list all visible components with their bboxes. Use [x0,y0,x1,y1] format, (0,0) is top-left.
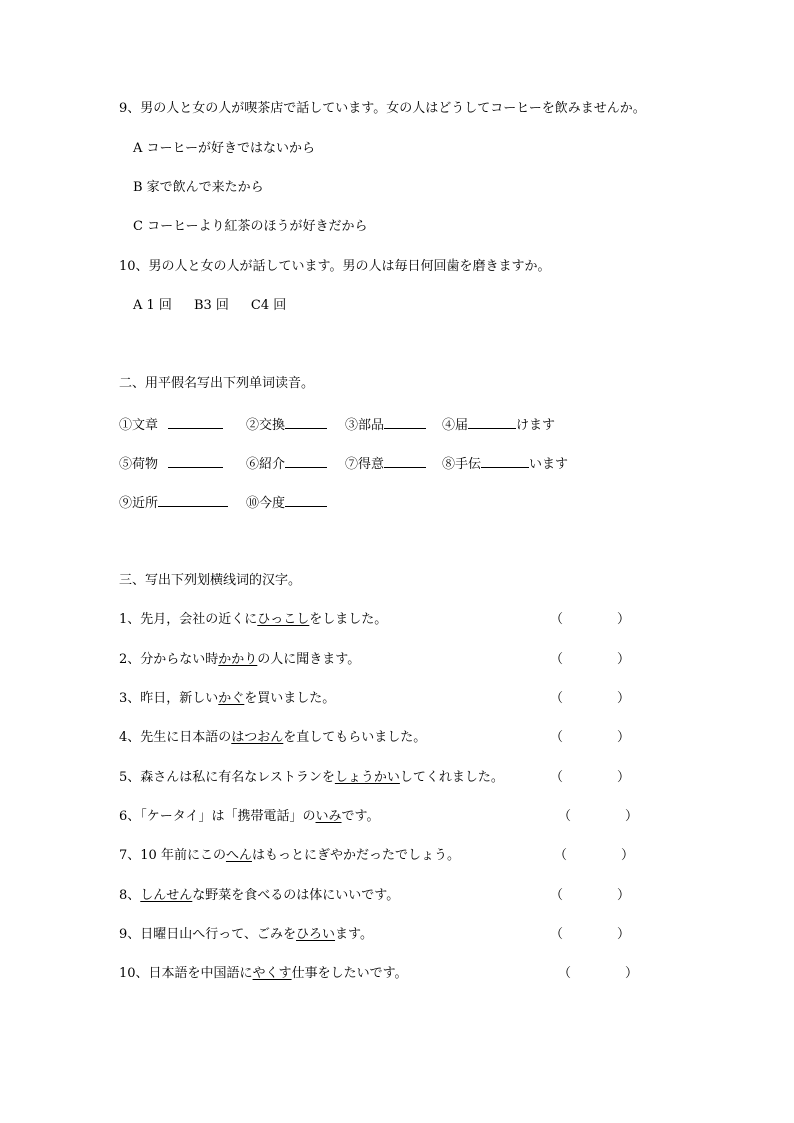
question-10-option-c: C4 回 [250,298,287,313]
answer-blank[interactable] [285,494,327,507]
reading-item: ①文章 [119,416,223,434]
answer-blank[interactable] [168,416,223,429]
kanji-question: 4、先生に日本語のはつおんを直してもらいました。 [119,730,427,745]
section-3-title: 三、写出下列划横线词的汉字。 [119,573,302,588]
question-10: 10、男の人と女の人が話しています。男の人は毎日何回歯を磨きますか。 [119,259,551,274]
kanji-question: 3、昨日，新しいかぐを買いました。 [119,691,336,706]
underlined-word: かかり [218,652,258,667]
answer-blank[interactable] [158,494,228,507]
answer-parentheses[interactable]: （ ） [550,888,631,903]
kanji-question: 2、分からない時かかりの人に聞きます。 [119,652,361,667]
underlined-word: ひっこし [257,612,310,627]
kanji-question: 9、日曜日山へ行って、ごみをひろいます。 [119,927,373,942]
question-10-options [133,298,308,314]
reading-item: ⑥紹介 [246,455,327,473]
underlined-word: へん [225,848,252,863]
answer-parentheses[interactable]: （ ） [558,809,639,824]
underlined-word: しょうかい [334,770,400,785]
reading-item: ⑦得意 [345,455,426,473]
kanji-question: 6、「ケータイ」は「携帯電話」のいみです。 [119,809,380,824]
reading-item: ⑧手伝 います [442,457,569,472]
kanji-question: 7、10 年前にこのへんはもっとにぎやかだったでしょう。 [119,848,460,863]
answer-parentheses[interactable]: （ ） [550,612,631,627]
reading-item: ③部品 [345,416,426,434]
answer-blank[interactable] [168,455,223,468]
underlined-word: はつおん [231,730,284,745]
answer-blank[interactable] [285,455,327,468]
reading-item: ⑤荷物 [119,455,223,473]
kanji-question: 5、森さんは私に有名なレストランをしょうかいしてくれました。 [119,770,504,785]
answer-blank[interactable] [384,416,426,429]
reading-item: ⑨近所 [119,494,228,512]
underlined-word: しんせん [140,888,193,903]
question-10-option-b: B3 回 [193,298,229,313]
question-9-option-c: C コーヒーより紅茶のほうが好きだから [133,219,368,234]
underlined-word: ひろい [296,927,336,942]
kanji-question: 10、日本語を中国語にやくす仕事をしたいです。 [119,966,408,981]
section-2-title: 二、用平假名写出下列单词读音。 [119,376,315,391]
reading-item: ④届 けます [442,418,556,433]
kanji-question: 8、しんせんな野菜を食べるのは体にいいです。 [119,888,400,903]
answer-parentheses[interactable]: （ ） [550,927,631,942]
answer-parentheses[interactable]: （ ） [550,770,631,785]
kanji-question: 1、先月，会社の近くにひっこしをしました。 [119,612,388,627]
underlined-word: かぐ [218,691,245,706]
answer-parentheses[interactable]: （ ） [558,966,639,981]
reading-item: ②交換 [246,416,327,434]
question-9: 9、男の人と女の人が喫茶店で話しています。女の人はどうしてコーヒーを飲みませんか。 [119,101,646,116]
answer-blank[interactable] [481,455,529,468]
question-10-option-a: A 1 回 [133,298,172,313]
answer-blank[interactable] [384,455,426,468]
answer-blank[interactable] [468,416,516,429]
question-9-option-a: A コーヒーが好きではないから [133,141,316,156]
underlined-word: いみ [315,809,342,824]
answer-parentheses[interactable]: （ ） [550,730,631,745]
answer-parentheses[interactable]: （ ） [554,848,635,863]
answer-blank[interactable] [285,416,327,429]
answer-parentheses[interactable]: （ ） [550,691,631,706]
reading-item: ⑩今度 [246,494,327,512]
question-9-option-b: B 家で飲んで来たから [133,180,264,195]
underlined-word: やくす [252,966,292,981]
answer-parentheses[interactable]: （ ） [550,652,631,667]
